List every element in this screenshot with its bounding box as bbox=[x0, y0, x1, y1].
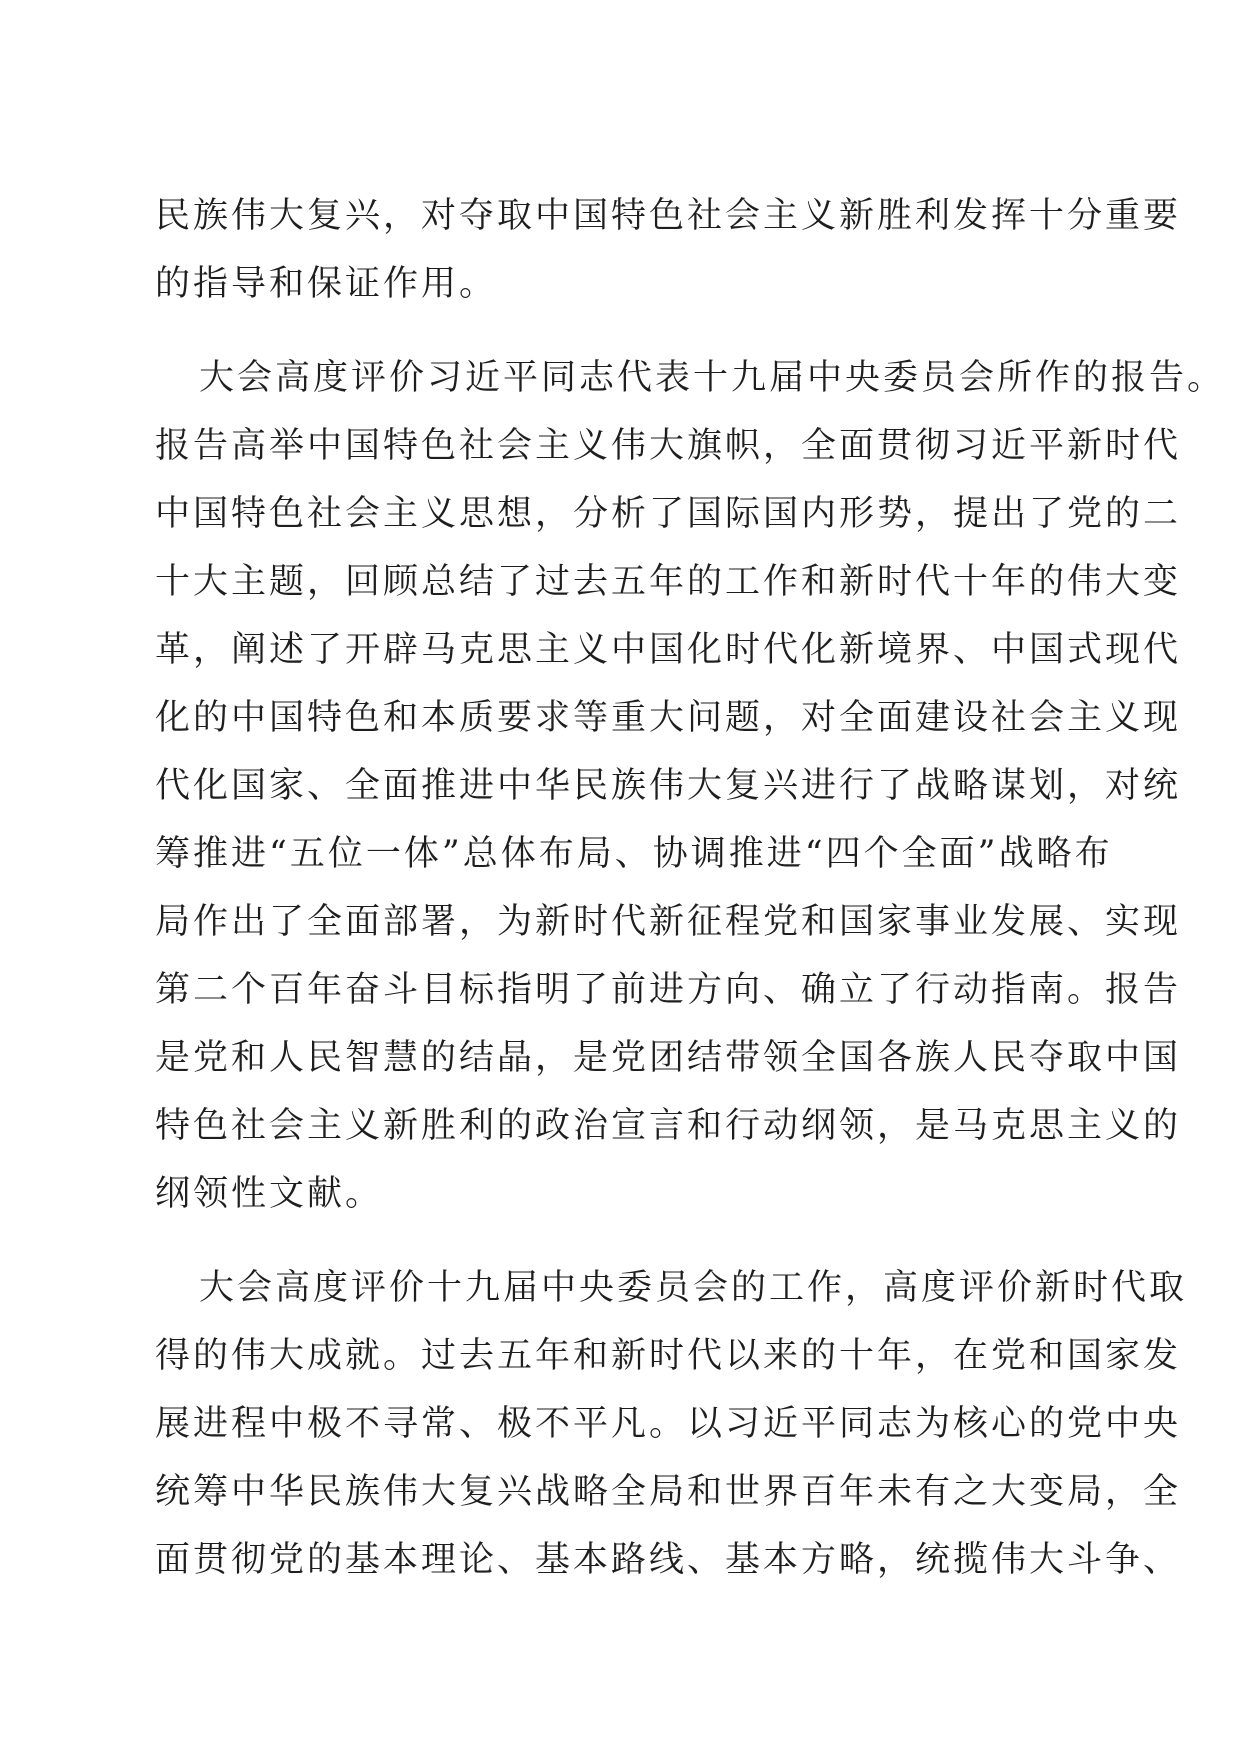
text-line: 筹推进“五位一体”总体布局、协调推进“四个全面”战略布 bbox=[155, 834, 1113, 874]
text-line: 是党和人民智慧的结晶，是党团结带领全国各族人民夺取中国 bbox=[155, 1038, 1182, 1078]
body-text bbox=[155, 182, 1226, 1594]
text-line: 化的中国特色和本质要求等重大问题，对全面建设社会主义现 bbox=[155, 698, 1182, 738]
text-line: 统筹中华民族伟大复兴战略全局和世界百年未有之大变局，全 bbox=[155, 1472, 1182, 1512]
paragraph-1 bbox=[155, 182, 1182, 318]
text-line: 展进程中极不寻常、极不平凡。以习近平同志为核心的党中央 bbox=[155, 1404, 1182, 1444]
text-line: 中国特色社会主义思想，分析了国际国内形势，提出了党的二 bbox=[155, 494, 1182, 534]
paragraph-3 bbox=[155, 1254, 1188, 1594]
text-line: 的指导和保证作用。 bbox=[155, 264, 498, 304]
text-line: 十大主题，回顾总结了过去五年的工作和新时代十年的伟大变 bbox=[155, 562, 1182, 602]
text-line: 纲领性文献。 bbox=[155, 1174, 384, 1214]
text-line: 第二个百年奋斗目标指明了前进方向、确立了行动指南。报告 bbox=[155, 970, 1182, 1010]
text-line: 大会高度评价十九届中央委员会的工作，高度评价新时代取 bbox=[199, 1268, 1188, 1308]
text-line: 特色社会主义新胜利的政治宣言和行动纲领，是马克思主义的 bbox=[155, 1106, 1182, 1146]
text-line: 报告高举中国特色社会主义伟大旗帜，全面贯彻习近平新时代 bbox=[155, 426, 1182, 466]
text-line: 面贯彻党的基本理论、基本路线、基本方略，统揽伟大斗争、 bbox=[155, 1540, 1182, 1580]
text-line: 民族伟大复兴，对夺取中国特色社会主义新胜利发挥十分重要 bbox=[155, 196, 1182, 236]
paragraph-2 bbox=[155, 344, 1226, 1228]
text-line: 得的伟大成就。过去五年和新时代以来的十年，在党和国家发 bbox=[155, 1336, 1182, 1376]
text-line: 革，阐述了开辟马克思主义中国化时代化新境界、中国式现代 bbox=[155, 630, 1182, 670]
text-line: 代化国家、全面推进中华民族伟大复兴进行了战略谋划，对统 bbox=[155, 766, 1182, 806]
text-line: 大会高度评价习近平同志代表十九届中央委员会所作的报告。 bbox=[199, 358, 1226, 398]
text-line: 局作出了全面部署，为新时代新征程党和国家事业发展、实现 bbox=[155, 902, 1182, 942]
